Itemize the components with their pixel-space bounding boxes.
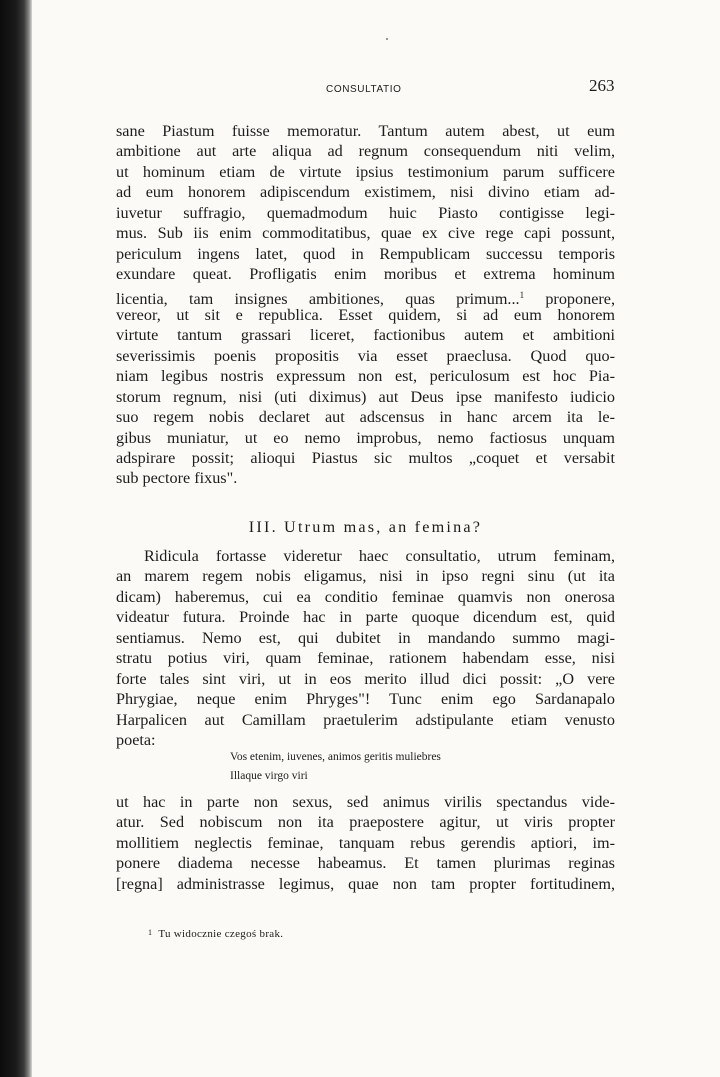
text-line: niam legibus nostris expressum non est, periculosum est hoc Pia- bbox=[116, 367, 615, 386]
verse-line: Illaque virgo viri bbox=[230, 770, 308, 782]
page-number: 263 bbox=[589, 76, 615, 95]
text-segment: licentia, tam insignes ambitiones, quas primum... bbox=[116, 289, 520, 308]
text-line: severissimis poenis propositis via esset praeclusa. Quod quo- bbox=[116, 346, 615, 365]
running-title: CONSULTATIO bbox=[326, 84, 402, 95]
text-line: poeta: bbox=[116, 730, 156, 749]
text-line: sentiamus. Nemo est, qui dubitet in mandando summo magi- bbox=[116, 628, 615, 647]
text-line: sane Piastum fuisse memoratur. Tantum autem abest, ut eum bbox=[116, 122, 615, 140]
footnote-reference[interactable]: 1 bbox=[519, 289, 525, 300]
text-line: gibus muniatur, ut eo nemo improbus, nemo factiosus unquam bbox=[116, 428, 615, 447]
text-line: [regna] administrasse legimus, quae non tam propter fortitudinem, bbox=[116, 874, 615, 893]
text-line: ponere diadema necesse habeamus. Et tamen plurimas reginas bbox=[116, 854, 615, 873]
text-line: Phrygiae, neque enim Phryges"! Tunc enim ego Sardanapalo bbox=[116, 690, 615, 709]
text-line: vereor, ut sit e republica. Esset quidem, si ad eum honorem bbox=[116, 305, 615, 324]
paragraph-3 bbox=[116, 792, 615, 894]
text-segment: proponere, bbox=[524, 289, 616, 308]
text-line: ut hac in parte non sexus, sed animus virilis spectandus vide- bbox=[116, 793, 615, 811]
text-line: atur. Sed nobiscum non ita praepostere agitur, ut viris propter bbox=[116, 813, 615, 832]
text-line: Ridicula fortasse videretur haec consultatio, utrum feminam, bbox=[144, 547, 615, 565]
text-line: storum regnum, nisi (uti diximus) aut Deus ipse manifesto iudicio bbox=[116, 387, 615, 406]
paper-speck bbox=[386, 38, 388, 40]
text-line: ad eum honorem adipiscendum existimem, nisi divino etiam ad- bbox=[116, 183, 615, 202]
footnote-text: Tu widocznie czegoś brak. bbox=[158, 928, 284, 940]
text-line: stratu potius viri, quam feminae, rationem habendam esse, nisi bbox=[116, 649, 615, 668]
text-line: periculum ingens latet, quod in Rempublicam successu temporis bbox=[116, 244, 615, 263]
text-line: mollitiem neglectis feminae, tanquam rebus gerendis aptiori, im- bbox=[116, 833, 615, 852]
text-line: ut hominum etiam de virtute ipsius testimonium parum sufficere bbox=[116, 162, 615, 181]
text-line: an marem regem nobis eligamus, nisi in ipso regni sinu (ut ita bbox=[116, 567, 615, 586]
text-line: adspirare possit; alioqui Piastus sic multos „coquet et versabit bbox=[116, 449, 615, 467]
footnote-marker: 1 bbox=[148, 928, 153, 937]
paragraph-1 bbox=[116, 121, 615, 489]
text-line: ambitione aut arte aliqua ad regnum consequendum niti velim, bbox=[116, 142, 615, 161]
footnote bbox=[148, 928, 283, 940]
text-line: mus. Sub iis enim commoditatibus, quae ex cive rege capi possunt, bbox=[116, 224, 615, 243]
text-line: virtute tantum grassari liceret, factionibus autem et ambitioni bbox=[116, 326, 615, 345]
text-line: Harpalicen aut Camillam praetulerim adstipulante etiam venusto bbox=[116, 710, 615, 729]
paragraph-2 bbox=[116, 546, 615, 750]
text-line: exundare queat. Profligatis enim moribus et extrema hominum bbox=[116, 265, 615, 284]
text-line-with-footnote-ref bbox=[116, 285, 616, 308]
text-line: sub pectore fixus". bbox=[116, 469, 238, 488]
text-line: suo regem nobis declaret aut adscensus in hanc arcem ita le- bbox=[116, 408, 615, 427]
text-line: dicam) haberemus, cui ea conditio feminae quamvis non onerosa bbox=[116, 587, 615, 606]
text-line: forte tales sint viri, ut in eos merito illud dici possit: „O vere bbox=[116, 669, 615, 688]
section-heading: III. Utrum mas, an femina? bbox=[248, 518, 483, 536]
text-line: iuvetur suffragio, quemadmodum huic Piasto contigisse legi- bbox=[116, 203, 615, 222]
verse-line: Vos etenim, iuvenes, animos geritis muliebres bbox=[230, 751, 441, 763]
verse-quotation bbox=[230, 748, 441, 786]
text-line: videatur futura. Proinde hac in parte quoque dicendum est, quid bbox=[116, 608, 615, 627]
book-spine-shadow bbox=[0, 0, 32, 1077]
